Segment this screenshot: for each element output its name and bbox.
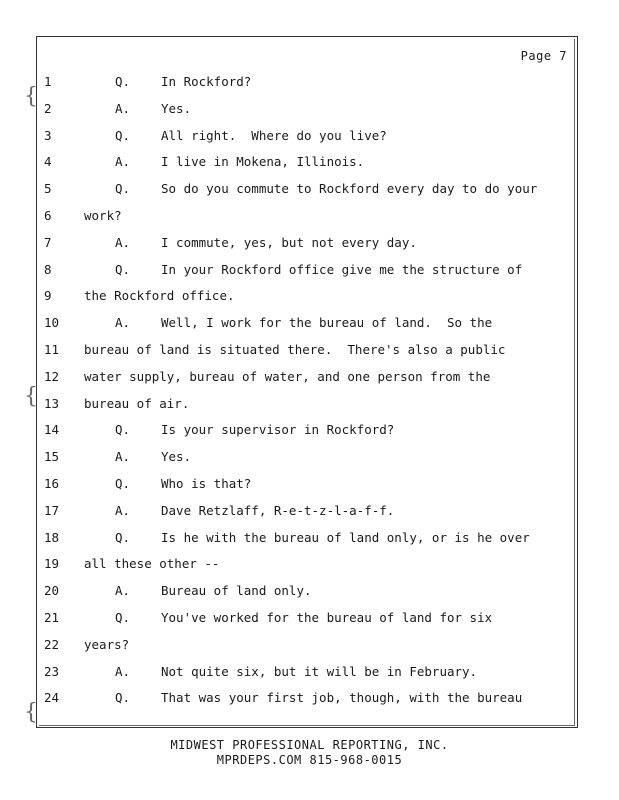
- speaker-label: Q.: [115, 422, 131, 438]
- transcript-line: [0, 72, 600, 92]
- speaker-label: A.: [115, 663, 131, 679]
- binder-bracket-mark: {: [24, 384, 38, 409]
- line-number: 8: [44, 261, 52, 277]
- line-number: 5: [44, 181, 52, 197]
- speaker-label: Q.: [115, 529, 131, 545]
- line-text: water supply, bureau of water, and one person from the: [84, 368, 491, 384]
- transcript-line: [0, 260, 600, 280]
- line-text: bureau of land is situated there. There's also a public: [84, 342, 506, 357]
- line-text: Yes.: [161, 449, 192, 465]
- line-text: I commute, yes, but not every day.: [161, 234, 417, 250]
- page-number: Page 7: [520, 49, 567, 63]
- line-number: 6: [44, 208, 52, 223]
- transcript-line: [0, 554, 600, 574]
- speaker-label: A.: [115, 100, 131, 116]
- transcript-line: [0, 286, 600, 306]
- speaker-label: Q.: [115, 261, 131, 277]
- line-text: That was your first job, though, with the bureau: [161, 690, 523, 706]
- line-number: 12: [44, 368, 60, 384]
- transcript-line: [0, 420, 600, 440]
- line-text: All right. Where do you live?: [161, 127, 387, 143]
- transcript-line: [0, 581, 600, 601]
- transcript-line: [0, 501, 600, 521]
- transcript-line: [0, 367, 600, 387]
- transcript-line: [0, 394, 600, 414]
- speaker-label: A.: [115, 502, 131, 518]
- line-number: 24: [44, 690, 60, 706]
- line-text: Is your supervisor in Rockford?: [161, 422, 395, 438]
- line-text: the Rockford office.: [84, 288, 235, 304]
- line-number: 13: [44, 395, 60, 411]
- binder-bracket-mark: {: [24, 700, 38, 725]
- line-text: Bureau of land only.: [161, 583, 312, 599]
- line-text: In Rockford?: [161, 74, 252, 89]
- line-text: work?: [84, 208, 122, 223]
- line-text: So do you commute to Rockford every day to do your: [161, 181, 538, 197]
- transcript-line: [0, 126, 600, 146]
- speaker-label: Q.: [115, 181, 131, 197]
- line-text: years?: [84, 636, 130, 652]
- transcript-line: [0, 152, 600, 172]
- line-text: You've worked for the bureau of land for six: [161, 610, 493, 625]
- line-text: I live in Mokena, Illinois.: [161, 154, 365, 170]
- transcript-line: [0, 528, 600, 548]
- speaker-label: Q.: [115, 476, 131, 491]
- transcript-line: [0, 206, 600, 226]
- line-number: 2: [44, 100, 52, 116]
- transcript-line: [0, 608, 600, 628]
- line-number: 15: [44, 449, 60, 465]
- transcript-line: [0, 179, 600, 199]
- line-number: 23: [44, 663, 60, 679]
- speaker-label: Q.: [115, 690, 131, 706]
- line-number: 18: [44, 529, 60, 545]
- line-text: Who is that?: [161, 476, 252, 491]
- line-number: 19: [44, 556, 60, 572]
- speaker-label: A.: [115, 449, 131, 465]
- line-text: bureau of air.: [84, 395, 190, 411]
- speaker-label: A.: [115, 583, 131, 599]
- line-number: 21: [44, 610, 60, 625]
- line-number: 17: [44, 502, 60, 518]
- line-number: 3: [44, 127, 52, 143]
- line-number: 4: [44, 154, 52, 170]
- line-text: Well, I work for the bureau of land. So the: [161, 315, 493, 331]
- footer-contact: MPRDEPS.COM 815-968-0015: [216, 753, 403, 767]
- footer-company: MIDWEST PROFESSIONAL REPORTING, INC.: [170, 738, 449, 752]
- line-number: 14: [44, 422, 60, 438]
- transcript-line: [0, 313, 600, 333]
- line-number: 11: [44, 342, 60, 357]
- transcript-line: [0, 635, 600, 655]
- speaker-label: A.: [115, 315, 131, 331]
- speaker-label: Q.: [115, 127, 131, 143]
- line-text: Is he with the bureau of land only, or is he over: [161, 529, 530, 545]
- speaker-label: A.: [115, 154, 131, 170]
- transcript-line: [0, 447, 600, 467]
- line-text: all these other --: [84, 556, 220, 572]
- transcript-line: [0, 474, 600, 494]
- line-text: In your Rockford office give me the structure of: [161, 261, 523, 277]
- speaker-label: A.: [115, 234, 131, 250]
- line-number: 20: [44, 583, 60, 599]
- speaker-label: Q.: [115, 74, 131, 89]
- transcript-line: [0, 233, 600, 253]
- line-number: 16: [44, 476, 60, 491]
- line-number: 7: [44, 234, 52, 250]
- binder-bracket-mark: {: [24, 84, 38, 109]
- line-text: Yes.: [161, 100, 192, 116]
- line-text: Not quite six, but it will be in February.: [161, 663, 478, 679]
- line-number: 9: [44, 288, 52, 304]
- line-number: 22: [44, 636, 60, 652]
- line-number: 1: [44, 74, 52, 89]
- line-number: 10: [44, 315, 60, 331]
- line-text: Dave Retzlaff, R-e-t-z-l-a-f-f.: [161, 502, 395, 518]
- transcript-line: [0, 662, 600, 682]
- speaker-label: Q.: [115, 610, 131, 625]
- transcript-line: [0, 688, 600, 708]
- transcript-line: [0, 99, 600, 119]
- transcript-line: [0, 340, 600, 360]
